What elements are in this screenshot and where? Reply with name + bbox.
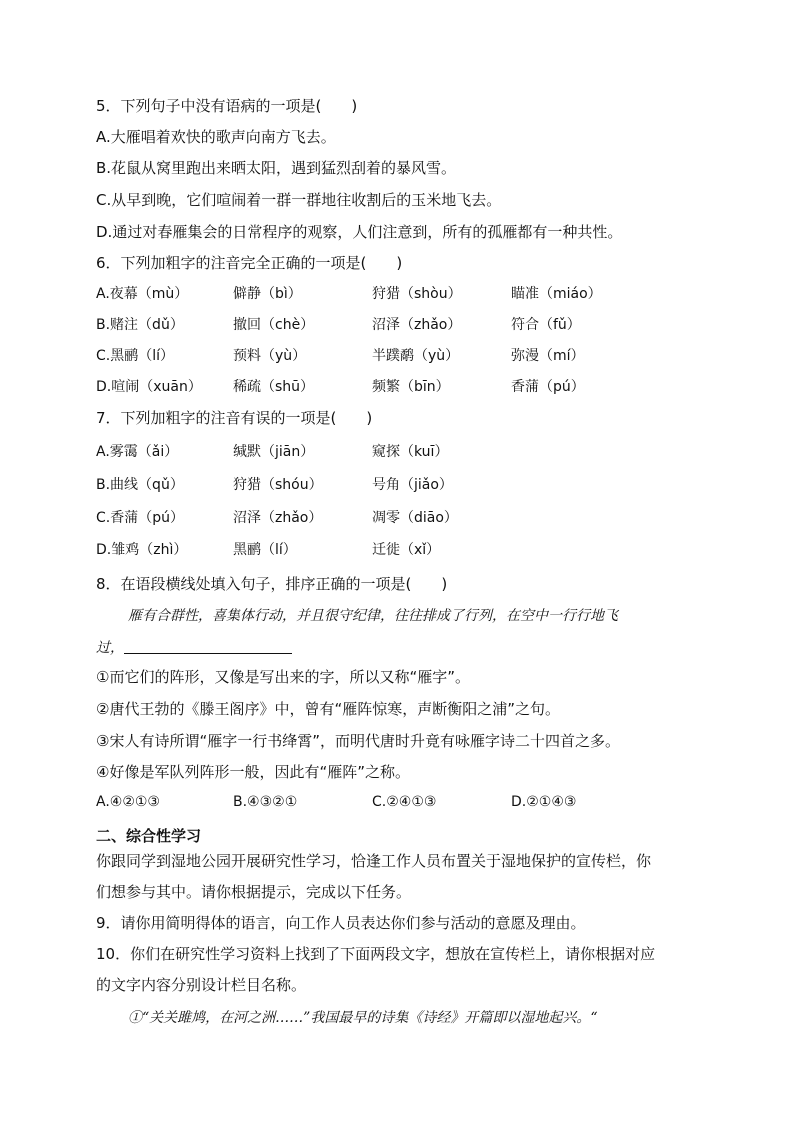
q6-b-item-3: 沼泽（zhǎo） xyxy=(372,317,462,333)
q6-c-item-4: 弥漫（mí） xyxy=(511,348,585,364)
q6-c-item-3: 半蹼鹬（yù） xyxy=(372,348,460,364)
q7-stem: 7．下列加粗字的注音有误的一项是( ) xyxy=(96,409,373,427)
q6-d-item-3: 频繁（bīn） xyxy=(372,379,450,395)
q5-option-d: D.通过对春雁集会的日常程序的观察，人们注意到，所有的孤雁都有一种共性。 xyxy=(96,223,623,241)
q5-option-a: A.大雁唱着欢快的歌声向南方飞去。 xyxy=(96,128,336,146)
q8-option-d: D.②①④③ xyxy=(511,794,577,810)
q8-sentence-1: ①而它们的阵形，又像是写出来的字，所以又称“雁字”。 xyxy=(96,668,470,686)
q7-a-item-3: 窥探（kuī） xyxy=(372,444,449,460)
q5-option-b: B.花鼠从窝里跑出来晒太阳，遇到猛烈刮着的暴风雪。 xyxy=(96,159,457,177)
q6-b-item-1: B.赌注（dǔ） xyxy=(96,317,184,333)
q7-b-item-1: B.曲线（qǔ） xyxy=(96,477,184,493)
q8-answer-blank xyxy=(124,639,292,654)
q8-option-c: C.②④①③ xyxy=(372,794,437,810)
q8-option-a: A.④②①③ xyxy=(96,794,160,810)
q7-d-item-3: 迁徙（xǐ） xyxy=(372,542,441,558)
q6-b-item-4: 符合（fǔ） xyxy=(511,317,581,333)
q6-d-item-1: D.喧闹（xuān） xyxy=(96,379,202,395)
q6-a-item-2: 僻静（bì） xyxy=(233,286,302,302)
q10-stem-line-1: 10．你们在研究性学习资料上找到了下面两段文字，想放在宣传栏上，请你根据对应 xyxy=(96,945,656,963)
q7-a-item-2: 缄默（jiān） xyxy=(233,444,315,460)
q6-d-item-2: 稀疏（shū） xyxy=(233,379,315,395)
q8-sentence-3: ③宋人有诗所谓“雁字一行书绛霄”，而明代唐时升竟有咏雁字诗二十四首之多。 xyxy=(96,732,620,750)
q10-stem-line-2: 的文字内容分别设计栏目名称。 xyxy=(96,976,307,994)
section-heading: 二、综合性学习 xyxy=(96,827,202,845)
q10-excerpt: ①“关关雎鸠，在河之洲……”我国最早的诗集《诗经》开篇即以湿地起兴。“ xyxy=(128,1010,598,1026)
q6-a-item-1: A.夜幕（mù） xyxy=(96,286,189,302)
q5-option-c: C.从早到晚，它们喧闹着一群一群地往收割后的玉米地飞去。 xyxy=(96,191,502,209)
q8-option-b: B.④③②① xyxy=(233,794,298,810)
q5-stem: 5．下列句子中没有语病的一项是( ) xyxy=(96,97,358,115)
q8-passage-tail: 过， xyxy=(96,640,124,656)
q9-stem: 9．请你用简明得体的语言，向工作人员表达你们参与活动的意愿及理由。 xyxy=(96,914,586,932)
q7-b-item-2: 狩猎（shóu） xyxy=(233,477,323,493)
q8-passage-line-2 xyxy=(96,638,292,658)
section-intro-line-2: 们想参与其中。请你根据提示，完成以下任务。 xyxy=(96,883,412,901)
section-intro-line-1: 你跟同学到湿地公园开展研究性学习，恰逢工作人员布置关于湿地保护的宣传栏，你 xyxy=(96,852,652,870)
q7-b-item-3: 号角（jiǎo） xyxy=(372,477,453,493)
q6-stem: 6．下列加粗字的注音完全正确的一项是( ) xyxy=(96,254,403,272)
q7-a-item-1: A.雾霭（ǎi） xyxy=(96,444,179,460)
q6-c-item-1: C.黑鹂（lí） xyxy=(96,348,175,364)
q6-a-item-3: 狩猎（shòu） xyxy=(372,286,462,302)
q6-a-item-4: 瞄准（miáo） xyxy=(511,286,602,302)
q7-c-item-3: 凋零（diāo） xyxy=(372,510,458,526)
q6-c-item-2: 预料（yù） xyxy=(233,348,307,364)
q7-d-item-2: 黑鹂（lí） xyxy=(233,542,297,558)
q8-sentence-4: ④好像是军队列阵形一般，因此有“雁阵”之称。 xyxy=(96,763,410,781)
q7-c-item-1: C.香蒲（pú） xyxy=(96,510,184,526)
q6-b-item-2: 撤回（chè） xyxy=(233,317,315,333)
q6-d-item-4: 香蒲（pú） xyxy=(511,379,585,395)
q7-d-item-1: D.雏鸡（zhì） xyxy=(96,542,188,558)
q8-passage-line-1: 雁有合群性，喜集体行动，并且很守纪律，往往排成了行列，在空中一行行地飞 xyxy=(128,608,618,624)
q8-stem: 8．在语段横线处填入句子，排序正确的一项是( ) xyxy=(96,575,448,593)
q7-c-item-2: 沼泽（zhǎo） xyxy=(233,510,323,526)
q8-sentence-2: ②唐代王勃的《滕王阁序》中，曾有“雁阵惊寒，声断衡阳之浦”之句。 xyxy=(96,700,560,718)
